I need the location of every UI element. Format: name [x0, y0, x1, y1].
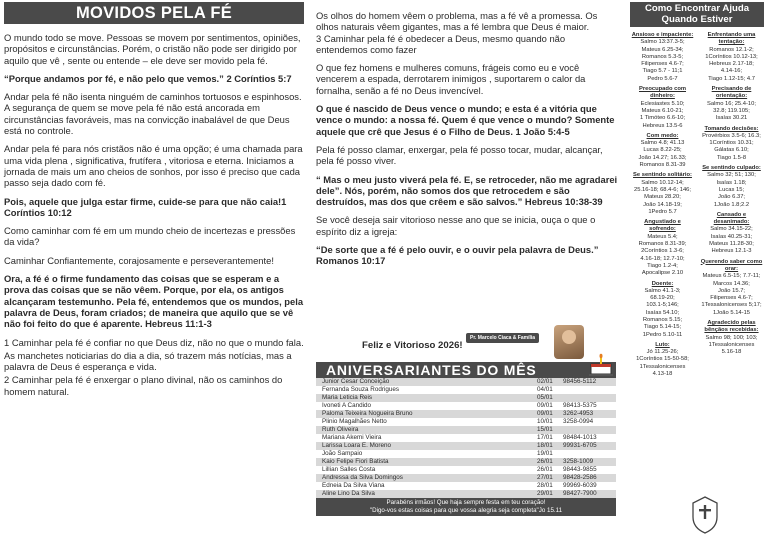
help-reference: 1Coríntios 10.31; [709, 140, 754, 147]
help-reference: 1João 5.14-15 [712, 309, 751, 316]
help-reference: Mateus 6.10-21; [641, 107, 684, 114]
help-left-list [630, 30, 695, 381]
birthday-date: 29/01 [537, 490, 553, 497]
help-reference: Lucas 8.22-25; [643, 147, 682, 154]
help-group [630, 133, 695, 169]
birthday-name: Kaio Felipe Fiori Batista [322, 458, 389, 465]
help-reference: 1Coríntios 15-50-58; [636, 356, 689, 363]
help-reference: Hebreus 13.5-6 [642, 122, 683, 129]
paragraph: 3 Caminhar pela fé é obedecer a Deus, mesmo quando não entendemos como fazer [316, 32, 566, 55]
birthday-name: Ruth Oliveira [322, 426, 359, 433]
birthday-date: 28/01 [537, 482, 553, 489]
help-group [630, 172, 695, 216]
birthdays-title: ANIVERSARIANTES DO MÊS [316, 362, 616, 378]
table-row [316, 466, 616, 474]
birthday-date: 17/01 [537, 434, 553, 441]
help-category: Tomando decisões: [704, 125, 759, 132]
help-reference: Mateus 11.28-30; [709, 241, 754, 248]
table-row [316, 426, 616, 434]
birthdays-table [316, 378, 616, 498]
help-reference: Marcos 14.36; [713, 280, 750, 287]
birthday-date: 26/01 [537, 458, 553, 465]
help-reference: Salmo 34.15-22; [710, 226, 753, 233]
birthday-phone [563, 386, 613, 394]
birthday-name: Edneia Da Silva Viana [322, 482, 385, 489]
help-group [699, 32, 764, 83]
birthday-name: João Sampaio [322, 450, 363, 457]
help-reference: Salmo 41.1-3; [644, 287, 681, 294]
help-reference: Romanos 8.31-39 [639, 162, 686, 169]
birthday-date: 04/01 [537, 386, 553, 393]
birthday-date: 02/01 [537, 378, 553, 385]
table-row [316, 482, 616, 490]
help-reference: João 15.7; [717, 287, 746, 294]
help-reference: 2Coríntios 1.3-6; [641, 248, 684, 255]
help-reference: Isaías 54.10; [645, 309, 680, 316]
table-row [316, 386, 616, 394]
help-reference: 68.19-20; [650, 295, 675, 302]
paragraph: Os olhos do homem vêem o problema, mas a fé vê a promessa. Os olhos naturais vêem gigantes, mas a fé lembra que Deus é maior. [316, 10, 598, 33]
help-reference: Provérbios 3.5-6; 16.3; [702, 132, 761, 139]
help-reference: 1Tessalonicenses [708, 341, 755, 348]
table-row [316, 410, 616, 418]
footer-line: Parabéns irmãos! Que haja sempre festa em teu coração! [386, 499, 546, 506]
birthday-date: 15/01 [537, 426, 553, 433]
birthday-name: Junior Cesar Conceição [322, 378, 390, 385]
help-group [699, 165, 764, 209]
table-row [316, 402, 616, 410]
birthday-name: Larissa Loara E. Moreno [322, 442, 391, 449]
birthdays-section [316, 362, 616, 516]
help-category: Ansioso e impaciente: [631, 32, 694, 38]
help-reference: Filipenses 4.6-7; [641, 61, 684, 68]
help-group [630, 281, 695, 339]
table-row [316, 394, 616, 402]
birthday-phone: 98456-5112 [563, 378, 597, 385]
table-row [316, 378, 616, 386]
author-block [466, 325, 584, 361]
help-title-line1: Como Encontrar Ajuda [644, 3, 750, 14]
birthday-phone [563, 426, 613, 434]
help-reference: Isaías 40.25-31; [710, 233, 753, 240]
help-group [699, 320, 764, 356]
help-reference: 25.16-18; 68.4-6; 146; [633, 186, 692, 193]
paragraph: O que fez homens e mulheres comuns, frágeis como eu e você vencerem a espada, derrotarem inimigos , suportarem o calor da fornalha, senão a fé no Deus invencível. [316, 62, 586, 96]
table-row [316, 450, 616, 458]
birthday-date: 27/01 [537, 474, 553, 481]
birthday-phone: 99931-6705 [563, 442, 597, 449]
birthday-name: Maria Leticia Reis [322, 394, 373, 401]
help-reference: 1Pedro 5.7 [648, 208, 677, 215]
table-row [316, 442, 616, 450]
birthday-date: 19/01 [537, 450, 553, 457]
help-category: Preocupado com dinheiro: [638, 86, 687, 100]
birthdays-footer [316, 498, 616, 516]
help-reference: Romanos 12.1-2; [709, 46, 754, 53]
birthday-date: 05/01 [537, 394, 553, 401]
help-reference: 103.1-5;146; [646, 302, 679, 309]
help-reference: 32.8; 119.105; [713, 107, 750, 114]
help-reference: Apocalipse 2.10 [641, 270, 684, 277]
table-row [316, 434, 616, 442]
help-reference: Isaías 30.21 [715, 115, 748, 122]
birthday-phone: 98484-1013 [563, 434, 597, 441]
church-seal-icon [690, 495, 720, 535]
help-reference: Salmo 16; 25.4-10; [707, 100, 756, 107]
author-name: Pr. Marcelo Ciaca & Família [466, 333, 539, 343]
help-reference: Salmo 32; 51; 130; [707, 172, 756, 179]
help-reference: João 14.18-19; [643, 201, 682, 208]
help-reference: Tiago 5.7 - 11;1 [642, 68, 683, 75]
help-title [630, 2, 764, 27]
help-reference: João 6.37; [717, 194, 746, 201]
middle-column [316, 10, 618, 274]
table-row [316, 418, 616, 426]
birthday-phone [563, 450, 613, 458]
help-reference: Filipenses 4.6-7; [710, 295, 753, 302]
verse-paragraph: Ora, a fé é o firme fundamento das coisas que se esperam e a prova das coisas que se não vêem. Porque, por ela, os antigos alcançaram testemunho. Pela fé, entendemos que os mundos, pela palavra de Deus, foram criados; de maneira que aquilo que se vê não foi feito do que é aparente. Hebreus 11:1-3 [4, 273, 304, 330]
help-reference: Salmo 98; 100; 103; [705, 334, 758, 341]
help-category: Com medo: [646, 132, 679, 139]
verse-paragraph: “ Mas o meu justo viverá pela fé. E, se retroceder, não me agradarei dele”. Nós, porém, não somos dos que retrocedem e são destruídos, mas dos que crêem e são salvos.” Hebreus 10:38-39 [316, 173, 618, 208]
help-reference: 1João 1.8;2.2 [713, 201, 750, 208]
help-reference: Tiago 1.5-8 [716, 154, 747, 161]
birthday-phone: 98443-9855 [563, 466, 597, 473]
birthday-name: Lillian Salles Costa [322, 466, 376, 473]
paragraph: Se você deseja sair vitorioso nesse ano que se inicia, ouça o que o espírito diz a igreja: [316, 214, 596, 237]
help-reference: Mateus 6.25-34; [641, 46, 684, 53]
paragraph: Pela fé posso clamar, enxergar, pela fé posso tocar, mudar, alcançar, pela fé posso viver. [316, 143, 603, 167]
help-group [699, 259, 764, 317]
help-reference: 1 Timóteo 6.6-10; [639, 115, 686, 122]
help-category: Enfrentando uma tentação: [707, 32, 756, 46]
help-group [630, 219, 695, 277]
birthday-name: Paloma Teixeira Nogueira Bruno [322, 410, 413, 417]
help-reference: Salmo 13:37.3-5; [640, 39, 685, 46]
help-category: Se sentindo solitário: [633, 172, 692, 179]
birthday-name: Fernanda Souza Rodrigues [322, 386, 400, 393]
help-reference: Romanos 8.31-39; [638, 241, 687, 248]
table-row [316, 474, 616, 482]
help-right-list [699, 30, 764, 381]
help-reference: Salmo 4.8; 41.13 [640, 140, 685, 147]
birthday-name: Aline Lino Da Silva [322, 490, 375, 497]
help-category: Doente: [651, 280, 674, 287]
paragraph: 2 Caminhar pela fé é enxergar o plano divinal, não os caminhos do homem natural. [4, 374, 283, 397]
help-category: Querendo saber como orar: [700, 258, 763, 272]
family-photo [554, 325, 584, 359]
help-reference: Romanos 5.15; [642, 316, 683, 323]
help-reference: Isaías 1.18; [716, 179, 747, 186]
help-reference: 1Coríntios 10.12-13; [705, 53, 758, 60]
verse-paragraph: O que é nascido de Deus vence o mundo; e esta é a vitória que vence o mundo: a nossa fé. Quem é que vence o mundo? Somente aquele que crê que Jesus é o Filho de Deus. 1 João 5:4-5 [316, 103, 615, 137]
birthday-phone: 98413-5375 [563, 402, 597, 409]
help-group [699, 86, 764, 122]
birthday-name: Andressa da Silva Domingos [322, 474, 403, 481]
table-row [316, 490, 616, 498]
birthday-name: Mariana Akemi Vieira [322, 434, 382, 441]
paragraph: O mundo todo se move. Pessoas se movem por sentimentos, opiniões, propósitos e circunstâncias. Porém, o cristão não pode ser dirigido por aquilo que vê , sente ou entende – ele deve ser movido pela fé. [4, 32, 301, 66]
birthday-date: 10/01 [537, 418, 553, 425]
help-reference: Mateus 28.20; [644, 194, 681, 201]
help-category: Se sentindo culpado: [702, 165, 761, 172]
help-group [699, 126, 764, 162]
help-category: Agradecido pelas bênçãos recebidas: [704, 319, 759, 334]
help-reference: Eclesiastes 5.10; [640, 100, 685, 107]
help-reference: Mateus 6.5-15; 7.7-11; [702, 273, 761, 280]
birthday-date: 18/01 [537, 442, 553, 449]
help-reference: 1Pedro 5.10-11 [642, 331, 683, 338]
help-reference: 4.13-18 [652, 371, 673, 378]
help-reference: Jó 11.25-26; [646, 349, 679, 356]
cake-icon [588, 352, 614, 378]
birthday-phone [563, 394, 613, 402]
help-group [699, 212, 764, 256]
help-reference: Salmo 10.12-14; [641, 179, 684, 186]
help-reference: Lucas 15; [718, 186, 745, 193]
help-group [630, 32, 695, 83]
help-reference: João 14.27; 16.33; [638, 154, 687, 161]
paragraph: Andar pela fé não isenta ninguém de caminhos tortuosos e espinhosos. A segurança de quem se move pela fé não está ancorada em circunstâncias favoráveis, mas na convicção inabalável de que Deus está no controle. [4, 91, 302, 137]
help-reference: Hebreus 12.1-3 [711, 248, 752, 255]
help-column [630, 2, 764, 381]
help-reference: Gálatas 6.10; [714, 147, 749, 154]
verse-paragraph: Pois, aquele que julga estar firme, cuide-se para que não caia!1 Coríntios 10:12 [4, 195, 287, 218]
article-title: MOVIDOS PELA FÉ [4, 2, 304, 24]
paragraph: 1 Caminhar pela fé é confiar no que Deus diz, não no que o mundo fala. [4, 336, 304, 348]
help-group [630, 342, 695, 378]
birthday-date: 09/01 [537, 410, 553, 417]
help-reference: Tiago 1.12-15; 4.7 [708, 75, 755, 82]
verse-paragraph: “Porque andamos por fé, e não pelo que vemos.” 2 Coríntios 5:7 [4, 72, 292, 84]
help-reference: Pedro 5.6-7 [647, 75, 678, 82]
help-reference: 4.16-18; 12.7-10; [640, 255, 685, 262]
help-reference: Tiago 5.14-15; [643, 324, 682, 331]
birthday-phone: 98427-7900 [563, 490, 597, 497]
birthday-phone: 3258-1009 [563, 458, 594, 465]
birthday-date: 09/01 [537, 402, 553, 409]
birthday-date: 26/01 [537, 466, 553, 473]
left-column [4, 2, 304, 404]
help-title-line2: Quando Estiver [661, 13, 733, 25]
closing-greeting: Feliz e Vitorioso 2026! [362, 340, 463, 351]
help-reference: 4.14-16; [720, 68, 743, 75]
help-reference: Hebreus 2.17-18; [709, 61, 754, 68]
table-row [316, 458, 616, 466]
help-reference: Mateus 5.4; [647, 233, 678, 240]
help-group [630, 86, 695, 130]
paragraph: Como caminhar com fé em um mundo cheio de incertezas e pressões da vida? [4, 225, 296, 248]
help-category: Precisando de orientação: [711, 86, 752, 100]
help-reference: Romanos 5.3-5; [641, 53, 684, 60]
birthday-name: Ivoneti A Candido [322, 402, 372, 409]
footer-verse: "Digo-vos estas coisas para que vossa alegria seja completa"Jo 15.11 [369, 506, 563, 514]
paragraph: Caminhar Confiantemente, corajosamente e perseverantemente! [4, 254, 274, 266]
paragraph: Andar pela fé para nós cristãos não é uma opção; é uma chamada para uma vida plena , significativa, frutífera , vitoriosa e eterna. Iniciamos a jornada de mais um ano cheios de sonhos, por isso é preciso que cada passo seja dado com fé. [4, 143, 303, 189]
help-category: Angustiado e sofrendo: [644, 219, 681, 233]
birthday-phone: 98428-2586 [563, 474, 597, 481]
birthday-name: Plinio Magalhães Netto [322, 418, 387, 425]
paragraph: As manchetes noticiarias do dia a dia, só trazem más notícias, mas a palavra de Deus é esperança e vida. [4, 349, 292, 373]
help-reference: 1Tessalonicenses 5;17; [701, 302, 762, 309]
verse-paragraph: “De sorte que a fé é pelo ouvir, e o ouvir pela palavra de Deus.” Romanos 10:17 [316, 244, 599, 267]
help-category: Cansado e desanimado: [713, 211, 750, 226]
birthday-phone: 99969-6039 [563, 482, 597, 489]
help-reference: 1Tessalonicenses [639, 363, 686, 370]
birthday-phone: 3258-0994 [563, 418, 594, 425]
help-category: Luto: [655, 341, 670, 348]
help-reference: 5.16-18 [721, 349, 742, 356]
help-reference: Tiago 1.2-4; [647, 262, 678, 269]
birthday-phone: 3262-4953 [563, 410, 594, 417]
